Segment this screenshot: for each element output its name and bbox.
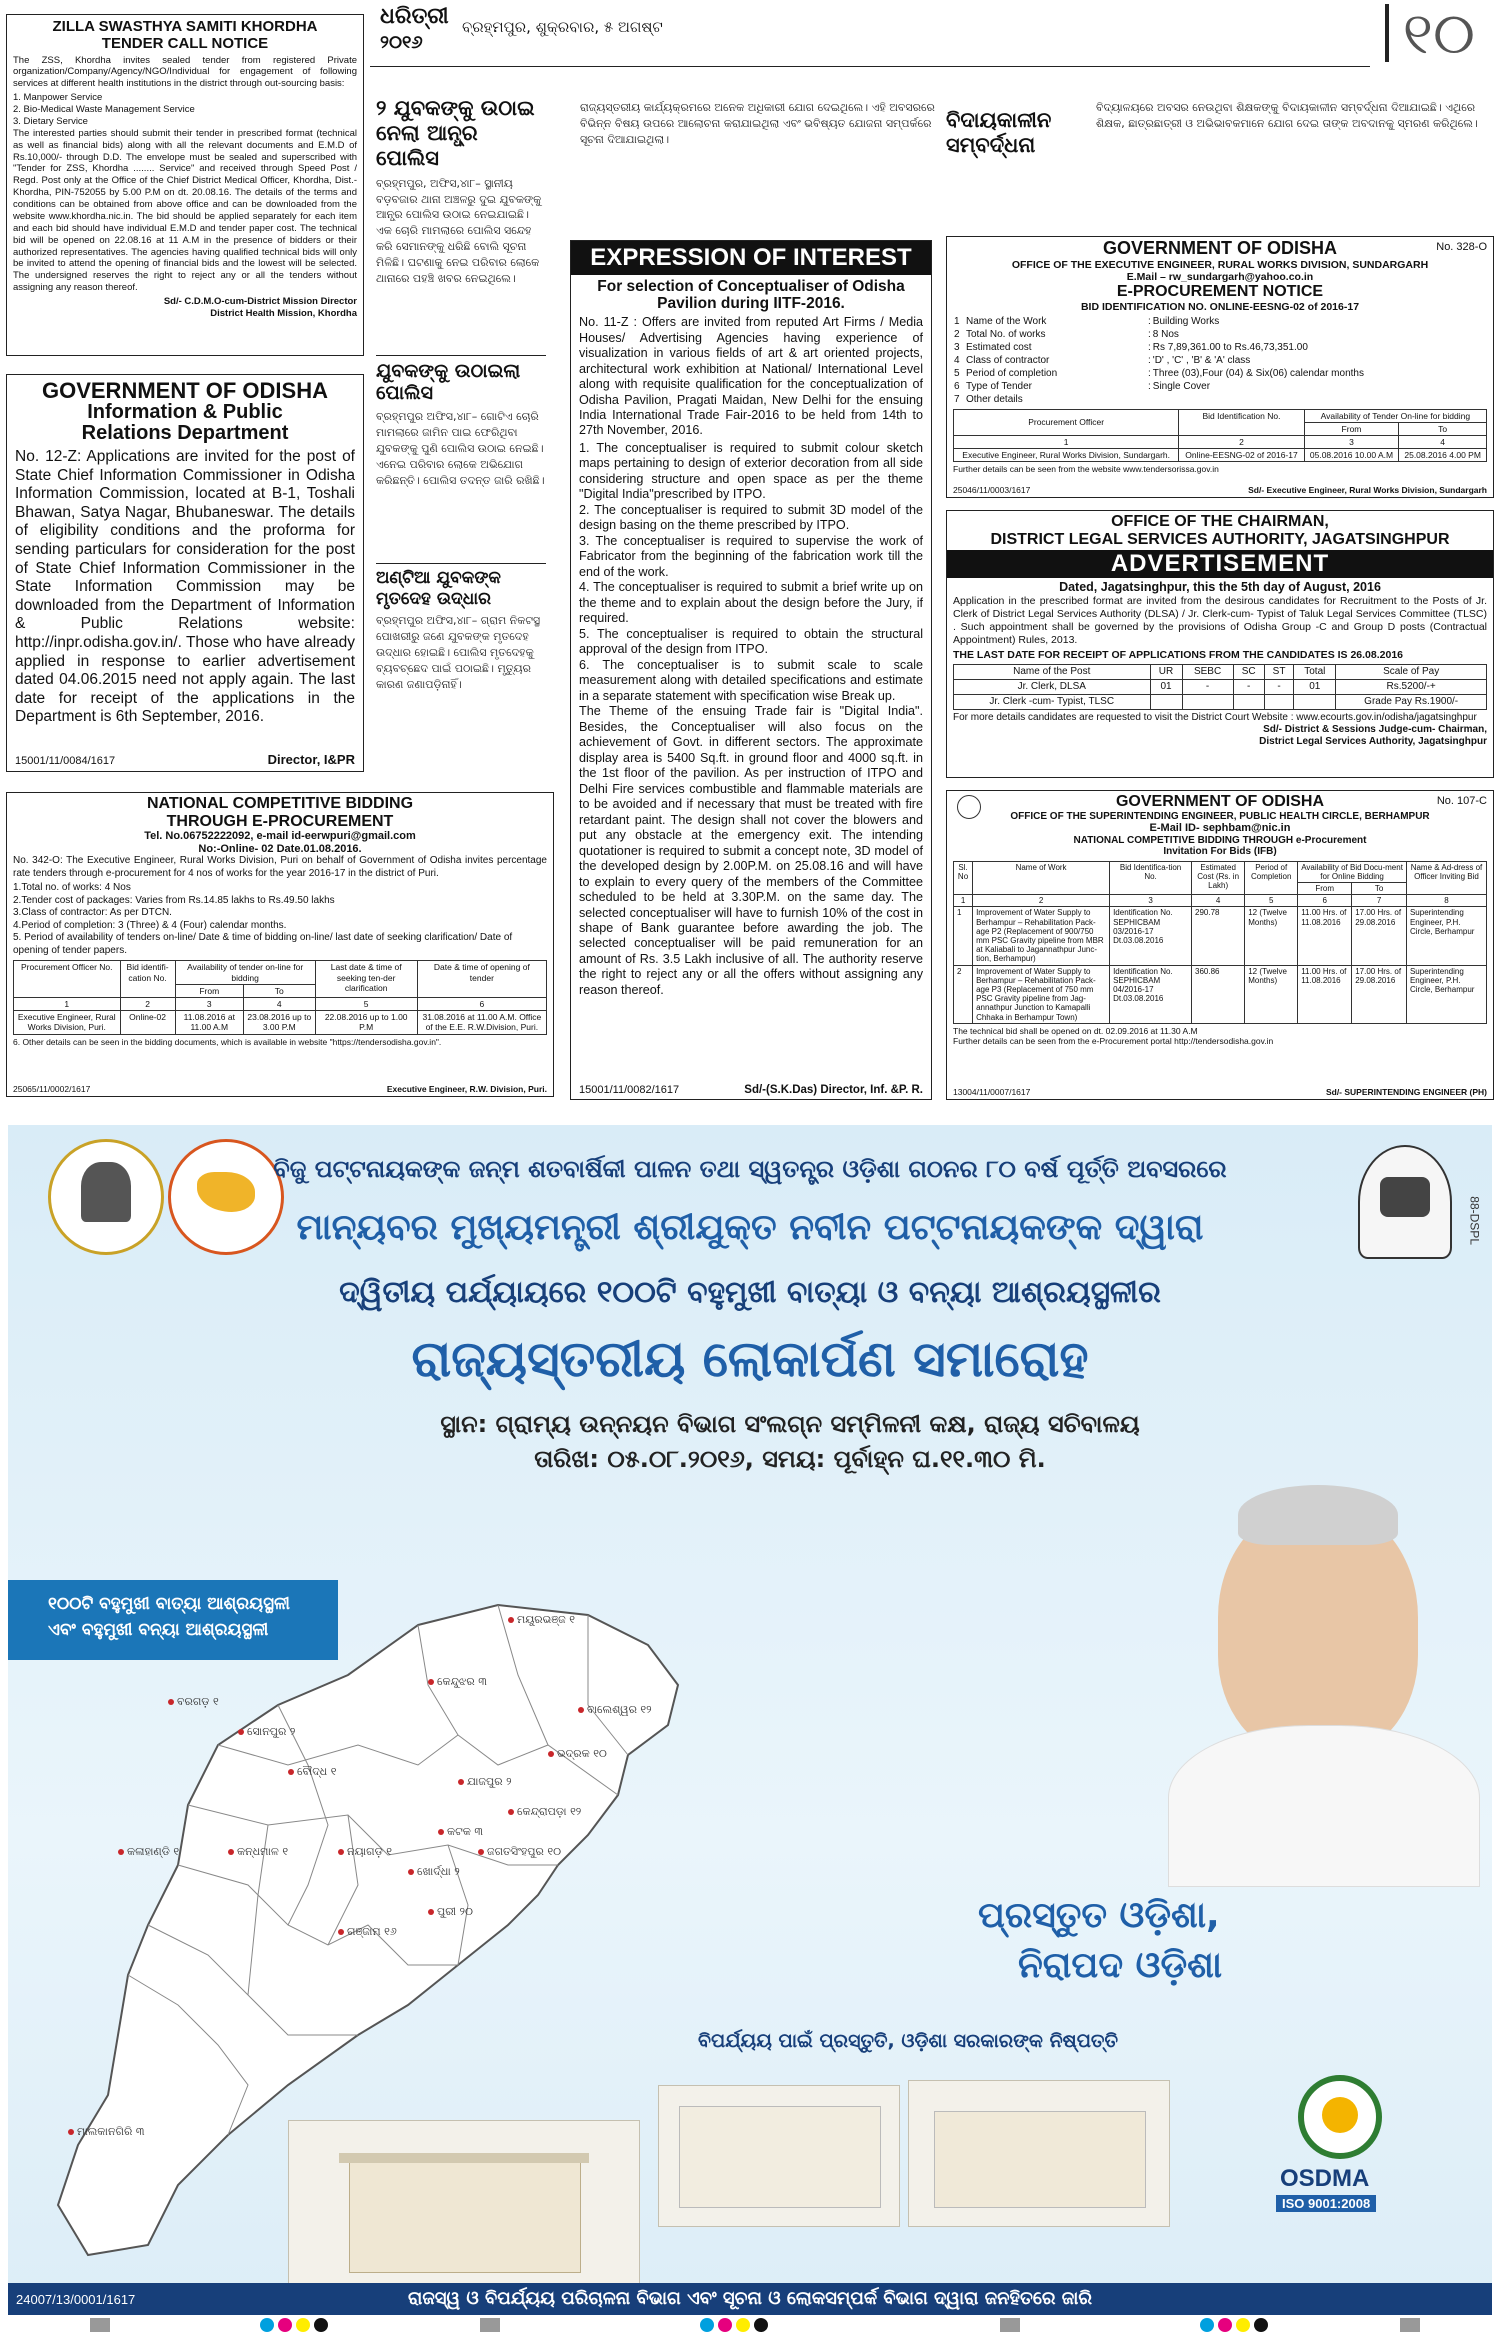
list-item: 1.Total no. of works: 4 Nos (13, 882, 131, 894)
rwd-sundargarh-notice (946, 236, 1494, 498)
list-item: 1. Manpower Service (13, 92, 103, 104)
table-row: 6 Type of Tender : Single Cover (954, 380, 1211, 392)
zss-body: The interested parties should submit their tender in prescribed format (technical as well as financial bids) along with all the relevant documents and E.M.D of Rs.10,000/- through D.D. The envelope must be sealed and superscribed with "Tender for ZSS, Khordha ........ Service" and received through Speed Post / Regd. Post only at the Office of the Chief District Medical Officer, Khordha, Dist.- Khordha, PIN-752055 by 5.00 P.M on dt. 20.08.16. The details of the terms and conditions can be obtained from above office and can be downloaded from the website www.khordha.nic.in. The bid should be applied separately for each item and each bid should have individual E.M.D and tender paper cost. The technical bid will be opened on 22.08.16 at 11 A.M in the presence of bidders or their authorized representatives. The agencies having qualified technical bids will only be invited to attend the opening of financial bids and the lowest will be selected. The undersigned reserves the right to reject any or all the tenders without assigning any reason thereof. (13, 127, 357, 294)
news-headline-2: ନେଲା ଆନ୍ଧ୍ର ପୋଲିସ (376, 121, 478, 171)
rwd-code: 25046/11/0003/1617 (953, 484, 1031, 495)
news-headline: ବିଦାୟକାଳୀନ ସମ୍ବର୍ଦ୍ଧନା (946, 108, 1052, 158)
phe-title: GOVERNMENT OF ODISHA (1115, 793, 1324, 810)
list-item: 1. The conceptualiser is required to submit colour sketch maps pertaining to design of exterior decoration from all side considering structure and open space as per the theme "Digital India"prescribed by ITPO. (579, 440, 923, 502)
ad-tagline: ବିପର୍ଯ୍ୟୟ ପାଇଁ ପ୍ରସ୍ତୁତି, ଓଡ଼ିଶା ସରକାରଙ୍କ ନିଷ୍ପତ୍ତି (698, 2030, 1119, 2052)
zss-intro: The ZSS, Khordha invites sealed tender from registered Private organization/Company/Agency/NGO/Individual for engagement of following services at different health institutions in the district through out-sourcing basis: (13, 54, 357, 90)
phe-tech: The technical bid shall be opened on dt. 02.09.2016 at 11.30 A.M (953, 1025, 1198, 1036)
rwd-notice-title: E-PROCUREMENT NOTICE (1116, 282, 1324, 300)
ad-slogan: ପ୍ରସ୍ତୁତ ଓଡ଼ିଶା, (978, 1895, 1220, 1936)
zss-services (13, 92, 357, 128)
paper-name: ଧରିତ୍ରୀ (380, 4, 449, 29)
list-item: 2. Bio-Medical Waste Management Service (13, 104, 195, 115)
rwd-bid-id: BID IDENTIFICATION NO. ONLINE-EESNG-02 of 2016-17 (1080, 300, 1360, 313)
phe-ncb: NATIONAL COMPETITIVE BIDDING THROUGH e-Procurement (1073, 834, 1367, 846)
list-item: 2.Tender cost of packages: Varies from Rs.14.85 lakhs to Rs.49.50 lakhs (13, 894, 335, 906)
eoi-closing: The Theme of the ensuing Trade fair is "Digital India". Besides, the Conceptualiser will also focus on the achievement of Govt. in different sectors. The approximate display area is 5400 Sq.ft. in ground floor and 4000 sq.ft. in the 1st floor of the pavilion. As per instruction of ITPO and Delhi Fire services combustible and flammable materials are to be avoided and if necessary that must be treated with fire retardant paint. The design shall not cover the blowers and put any obstacle at the emergency exit. The intending quotationer is required to submit a concept note, 3D model of the developed design by 2.00P.M. on 25.08.16 and will have to explain to every query of the members of the Committee scheduled to be held at 3.30P.M. on the same day. The selected conceptualiser will have to furnish 10% of the cost in shape of Bank guarantee before awarding the job. The selected conceptualiser will be paid remuneration for an amount of Rs. 3.5 Lakh inclusive of all. The authority reserve the right to reject any or all the offers without assigning any reason thereof. (579, 704, 923, 997)
district-pin: ଗଞ୍ଜାମ ୧୬ (338, 1925, 397, 1939)
news-text: ବିଦ୍ୟାଳୟରେ ଅବସର ନେଉଥିବା ଶିକ୍ଷକଙ୍କୁ ବିଦାୟକାଳୀନ ସମ୍ବର୍ଦ୍ଧନା ଦିଆଯାଇଛି। ଏଥିରେ ଶିକ୍ଷକ, ଛାତ୍ରଛାତ୍ରୀ ଓ ଅଭିଭାବକମାନେ ଯୋଗ ଦେଇ ତାଙ୍କ ଅବଦାନକୁ ସ୍ମରଣ କରିଥିଲେ। (1096, 101, 1478, 130)
table-row: 1 2 3 4 (954, 435, 1487, 448)
news-column-farewell (946, 100, 1494, 230)
table-row: 4 Class of contractor : 'D' , 'C' , 'B' & 'A' class (954, 354, 1251, 366)
news-text-2: ବ୍ରହ୍ମପୁର ଅଫିସ,୪ା୮– ଗୋଟିଏ ଚୋରି ମାମଲାରେ ଜାମିନ ପାଇ ଫେରିଥିବା ଯୁବକଙ୍କୁ ପୁଣି ପୋଲିସ ଉଠାଇ ନେଇଛି। ଏନେଇ ପରିବାର ଲୋକେ ଅଭିଯୋଗ କରିଛନ୍ତି। ପୋଲିସ ତଦନ୍ତ ଜାରି ରଖିଛି। (376, 410, 545, 487)
dlsa-sign: Sd/- District & Sessions Judge-cum- Chairman, (1263, 724, 1487, 736)
zss-title: ZILLA SWASTHYA SAMITI KHORDHA (52, 18, 318, 35)
eoi-code: 15001/11/0082/1617 (579, 1084, 680, 1096)
dlsa-title: OFFICE OF THE CHAIRMAN, (1111, 513, 1329, 530)
district-pin: ନୟାଗଡ଼ ୧ (338, 1845, 392, 1859)
district-pin: ଖୋର୍ଦ୍ଧା ୨ (408, 1865, 460, 1879)
news-subheadline: ଯୁବକଙ୍କୁ ଉଠାଇଲା ପୋଲିସ (376, 359, 521, 405)
news-column-event (580, 100, 940, 235)
eoi-subtitle: For selection of Conceptualiser of Odisha Pavilion during IITF-2016. (597, 278, 905, 313)
ncb-sign: Executive Engineer, R.W. Division, Puri. (386, 1083, 547, 1094)
shelter-photo (908, 2080, 1170, 2227)
dlsa-advertisement (946, 510, 1494, 778)
iso-badge: ISO 9001:2008 (1276, 2195, 1376, 2212)
list-item: 5. Period of availability of tenders on-line/ Date & time of bidding on-line/ last date of seeking clarification/ Date of opening of tender papers. (13, 932, 513, 956)
table-row: 5 Period of completion : Three (03),Four (04) & Six(06) calendar months (954, 367, 1364, 379)
phe-ifb: Invitation For Bids (IFB) (1163, 846, 1277, 858)
rwd-table (953, 409, 1487, 463)
table-row: 2 Total No. of works : 8 Nos (954, 328, 1179, 340)
eoi-notice (570, 240, 932, 1100)
dateline: ବ୍ରହ୍ମପୁର, ଶୁକ୍ରବାର, ୫ ଅଗଷ୍ଟ (462, 18, 663, 36)
dlsa-banner: ADVERTISEMENT (947, 550, 1493, 578)
dlsa-last-date: THE LAST DATE FOR RECEIPT OF APPLICATIONS FROM THE CANDIDATES IS 26.08.2016 (953, 649, 1403, 662)
district-pin: କଟକ ୩ (438, 1825, 483, 1839)
dlsa-table (953, 664, 1487, 710)
district-pin: ଭଦ୍ରକ ୧୦ (548, 1747, 607, 1761)
list-item: 3.Class of contractor: As per DTCN. (13, 907, 172, 919)
ad-line-3: ଦ୍ୱିତୀୟ ପର୍ଯ୍ୟାୟରେ ୧୦୦ଟି ବହୁମୁଖୀ ବାତ୍ୟା ଓ ବନ୍ୟା ଆଶ୍ରୟସ୍ଥଳୀର (339, 1275, 1161, 1310)
table-row: Sl. No Name of Work Bid Identifica-tion No. Estimated Cost (Rs. in Lakh) Period of Completion Availability of Bid Docu-ment for Online Bidding Name & Ad-dress of Officer Inviting Bid (954, 861, 1487, 882)
ad-side-code: 88-DSPL (1468, 1196, 1482, 1245)
phe-no: No. 107-C (1436, 795, 1487, 807)
list-item: 4.Period of completion: 3 (Three) & 4 (Four) calendar months. (13, 919, 287, 931)
district-pin: ମାଲକାନଗିରି ୩ (68, 2125, 144, 2139)
eoi-intro: No. 11-Z : Offers are invited from reputed Art Firms / Media Houses/ Advertising Agencies having experience of visualization in various fields of art & art oriented projects, architectural work exhibition at National/ International Level along with requisite qualification for the conceptualization of Odisha Pavilion, Pragati Maidan, New Delhi for the ensuing India International Trade Fair-2016 to be held from 14th to 27th November, 2016. (579, 315, 923, 438)
dlsa-more: For more details candidates are requested to visit the District Court Website : www.ecourts.gov.in/odisha/jagatsinghpur (953, 712, 1477, 724)
ad-footer: ରାଜସ୍ୱ ଓ ବିପର୍ଯ୍ୟୟ ପରିଚାଳନା ବିଭାଗ ଏବଂ ସୂଚନା ଓ ଲୋକସମ୍ପର୍କ ବିଭାଗ ଦ୍ୱାରା ଜନହିତରେ ଜାରି (408, 2288, 1092, 2309)
district-pin: କଳାହାଣ୍ଡି ୧ (118, 1845, 179, 1859)
ncb-intro: No. 342-O: The Executive Engineer, Rural Works Division, Puri on behalf of Government of Odisha invites percentage rate tenders through e-procurement for 4 nos of works for the year 2016-17 in the district of Puri. (13, 855, 547, 879)
ribbon-line: ଏବଂ ବହୁମୁଖୀ ବନ୍ୟା ଆଶ୍ରୟସ୍ଥଳୀ (48, 1619, 269, 1640)
phe-office: OFFICE OF THE SUPERINTENDING ENGINEER, PUBLIC HEALTH CIRCLE, BERHAMPUR (1010, 810, 1430, 822)
phe-email: E-Mail ID- sephbam@nic.in (1149, 822, 1291, 835)
district-pin: ଯାଜପୁର ୨ (458, 1775, 512, 1789)
rwd-no: No. 328-O (1436, 241, 1487, 253)
rwd-office: OFFICE OF THE EXECUTIVE ENGINEER, RURAL WORKS DIVISION, SUNDARGARH (1011, 258, 1429, 271)
ncb-title: NATIONAL COMPETITIVE BIDDING (146, 795, 414, 812)
ad-line-1: ବିଜୁ ପଟ୍ଟନାୟକଙ୍କ ଜନ୍ମ ଶତବାର୍ଷିକୀ ପାଳନ ତଥା ସ୍ୱତନ୍ତ୍ର ଓଡ଼ିଶା ଗଠନର ୮୦ ବର୍ଷ ପୂର୍ତ୍ତି ଅବସରରେ (273, 1155, 1227, 1183)
district-pin: ବାଲେଶ୍ୱର ୧୨ (578, 1703, 652, 1717)
table-row: 1 Improvement of Water Supply to Berhampur – Rehabilitation Pack-age P2 (Replacement of 900/750 mm PSC Gravity pipeline from MBR at Kaliabali to Jagannathpur Junc-tion, Berhampur) Identification No. SEPHICBAM 03/2016-17 Dt.03.08.2016 290.78 12 (Twelve Months) 11.00 Hrs. of 11.08.2016 17.00 Hrs. of 29.08.2016 Superintending Engineer, P.H. Circle, Berhampur (954, 907, 1487, 965)
phe-code: 13004/11/0007/1617 (953, 1086, 1031, 1097)
list-item: 3. The conceptualiser is required to supervise the work of Fabricator from the beginning of the fabrication work till the end of the work. (579, 533, 923, 579)
ncb-title-2: THROUGH E-PROCUREMENT (166, 812, 394, 830)
ad-datetime: ତାରିଖ: ୦୫.୦୮.୨୦୧୬, ସମୟ: ପୂର୍ବାହ୍ନ ଘ.୧୧.୩୦ ମି. (534, 1445, 1046, 1473)
news-headline: ୨ ଯୁବକଙ୍କୁ ଉଠାଇ (376, 96, 535, 120)
ipr-dept-2: Relations Department (81, 422, 289, 445)
news-subheadline-2: ଅଣ୍ଟିଆ ଯୁବକଙ୍କ ମୃତଦେହ ଉଦ୍ଧାର (376, 568, 501, 609)
zss-sign: Sd/- C.D.M.O-cum-District Mission Director (163, 296, 357, 307)
ncb-points (13, 882, 547, 957)
emblem-icon (957, 795, 981, 819)
district-pin: ପୁରୀ ୨୦ (428, 1905, 473, 1919)
rwd-further: Further details can be seen from the website www.tendersorissa.gov.in (953, 464, 1219, 475)
district-pin: କେନ୍ଦ୍ରାପଡ଼ା ୧୨ (508, 1805, 581, 1819)
district-pin: ବୌଦ୍ଧ ୧ (288, 1765, 336, 1779)
table-row: Procurement Officer Bid Identification No. Availability of Tender On-line for bidding (954, 409, 1487, 422)
district-pin: ଜଗତସିଂହପୁର ୧୦ (478, 1845, 561, 1859)
table-row: Jr. Clerk -cum- Typist, TLSC Grade Pay Rs.1900/- (954, 695, 1487, 710)
district-pin: କନ୍ଧମାଳ ୧ (228, 1845, 288, 1859)
government-display-ad (8, 1125, 1492, 2315)
table-row: 1 2 3 4 5 6 (14, 998, 547, 1011)
ad-slogan-2: ନିରାପଦ ଓଡ଼ିଶା (1018, 1945, 1223, 1986)
ad-line-2: ମାନ୍ୟବର ମୁଖ୍ୟମନ୍ତ୍ରୀ ଶ୍ରୀଯୁକ୍ତ ନବୀନ ପଟ୍ଟନାୟକଙ୍କ ଦ୍ୱାରା (296, 1207, 1204, 1248)
ipr-sign: Director, I&PR (267, 752, 355, 767)
list-item: 4. The conceptualiser is required to submit a brief write up on the theme and to explain about the design before the Jury, if required. (579, 580, 923, 626)
ipr-dept-1: Information & Public (87, 401, 283, 424)
ipr-title: GOVERNMENT OF ODISHA (41, 378, 328, 403)
dlsa-dated: Dated, Jagatsinghpur, this the 5th day of August, 2016 (1059, 580, 1381, 595)
district-pin: ବରଗଡ଼ ୧ (168, 1695, 219, 1709)
paper-year: ୨୦୧୬ (380, 32, 423, 53)
district-pin: ସୋନପୁର ୨ (238, 1725, 295, 1739)
news-column-police (372, 96, 550, 772)
list-item: 6. The conceptualiser is to submit scale to scale measurement along with detailed specifications and estimate in a separate statement with specification wise Break up. (579, 657, 923, 703)
table-row: 2 Improvement of Water Supply to Berhampur – Rehabilitation Pack-age P3 (Replacement of 750 mm PSC Gravity pipeline from Jag-annathpur Junction to Kamapalli Chhaka in Berhampur Town) Identification No. SEPHICBAM 04/2016-17 Dt.03.08.2016 360.86 12 (Twelve Months) 11.00 Hrs. of 11.08.2016 17.00 Hrs. of 29.08.2016 Superintending Engineer, P.H. Circle, Berhampur (954, 965, 1487, 1023)
page-number: ୧୦ (1385, 4, 1475, 62)
table-row: Name of the Post UR SEBC SC ST Total Scale of Pay (954, 665, 1487, 680)
osdma-text: OSDMA (1280, 2165, 1370, 2192)
rwd-sign: Sd/- Executive Engineer, Rural Works Division, Sundargarh (1248, 484, 1487, 495)
ad-venue: ସ୍ଥାନ: ଗ୍ରାମ୍ୟ ଉନ୍ନୟନ ବିଭାଗ ସଂଲଗ୍ନ ସମ୍ମିଳନୀ କକ୍ଷ, ରାଜ୍ୟ ସଚିବାଳୟ (440, 1410, 1140, 1438)
phe-berhampur-notice (946, 790, 1494, 1100)
rwd-items (953, 315, 1365, 406)
ncb-no: No:-Online- 02 Date.01.08.2016. (198, 842, 362, 855)
ad-line-4: ରାଜ୍ୟସ୍ତରୀୟ ଲୋକାର୍ପଣ ସମାରୋହ (411, 1330, 1089, 1388)
masthead (370, 4, 1495, 92)
zss-subtitle: TENDER CALL NOTICE (101, 35, 269, 53)
table-row: Executive Engineer, Rural Works Division, Puri. Online-02 11.08.2016 at 11.00 A.M 23.08.2016 up to 3.00 P.M 22.08.2016 up to 1.00 P.M 31.08.2016 at 11.00 A.M. Office of the E.E. R.W.Division, Puri. (14, 1011, 547, 1034)
table-row: 7 Other details (954, 393, 1023, 405)
chief-minister-portrait (1148, 1485, 1492, 1885)
shelter-photo (288, 2120, 640, 2292)
eoi-points (579, 441, 923, 704)
phe-further: Further details can be seen from the e-Procurement portal http://tendersodisha.gov.in (953, 1035, 1274, 1046)
ad-code: 24007/13/0001/1617 (16, 2292, 136, 2307)
table-row: From To (954, 422, 1487, 435)
ncb-code: 25065/11/0002/1617 (13, 1083, 91, 1094)
rwd-title: GOVERNMENT OF ODISHA (1102, 238, 1337, 258)
table-row: 1 Name of the Work : Building Works (954, 315, 1220, 327)
table-row: Procurement Officer No. Bid identifi-cation No. Availability of tender on-line for bidding Last date & time of seeking ten-der clarification Date & time of opening of tender (14, 961, 547, 984)
list-item: 5. The conceptualiser is required to obtain the structural approval of the design from ITPO. (579, 626, 923, 657)
news-text: ବ୍ରହ୍ମପୁର, ଅଫିସ,୪ା୮– ସ୍ଥାନୀୟ ବଡ଼ବଜାର ଥାନା ଅଞ୍ଚଳରୁ ଦୁଇ ଯୁବକଙ୍କୁ ଆନ୍ଧ୍ର ପୋଲିସ ଉଠାଇ ନେଇଯାଇଛି। ଏକ ଚୋରି ମାମଲାରେ ପୋଲିସ ସନ୍ଦେହ କରି ସେମାନଙ୍କୁ ଧରିଛି ବୋଲି ସୂଚନା ମିଳିଛି। ଘଟଣାକୁ ନେଇ ପରିବାର ଲୋକେ ଥାନାରେ ପହଞ୍ଚି ଖବର ନେଇଥିଲେ। (376, 176, 542, 286)
rwd-email: E.Mail – rw_sundargarh@yahoo.co.in (1126, 270, 1314, 283)
dlsa-title-2: DISTRICT LEGAL SERVICES AUTHORITY, JAGATSINGHPUR (990, 530, 1450, 548)
table-row: Executive Engineer, Rural Works Division, Sundargarh. Online-EESNG-02 of 2016-17 05.08.2016 10.00 A.M 25.08.2016 4.00 PM (954, 449, 1487, 462)
list-item: 2. The conceptualiser is required to submit 3D model of the design basing on the theme prescribed by ITPO. (579, 502, 923, 533)
ipr-code: 15001/11/0084/1617 (15, 755, 116, 767)
dlsa-sign-2: District Legal Services Authority, Jagatsinghpur (1259, 736, 1487, 748)
district-pin: ମୟୂରଭଞ୍ଜ ୧ (508, 1613, 575, 1627)
ipr-body: No. 12-Z: Applications are invited for the post of State Chief Information Commissioner in Odisha Information Commission, located at B-1, Toshali Bhawan, Satya Nagar, Bhubaneswar. The details of eligibility conditions and the proforma for sending particulars for consideration for the post of State Chief Information Commissioner in the State Information Commission may be downloaded from the Department of Information & Public Relations website: http://inpr.odisha.gov.in/. Those who have already applied in response to earlier advertisement dated 04.06.2015 need not apply again. The last date for receipt of the applications in the Department is 6th September, 2016. (15, 448, 355, 726)
shelter-photo (658, 2085, 900, 2227)
ncb-table (13, 960, 547, 1034)
phe-table (953, 861, 1487, 1024)
zss-sign-2: District Health Mission, Khordha (210, 307, 357, 319)
zss-tender-notice (6, 14, 364, 356)
table-row: 1 2 3 4 5 6 7 8 (954, 895, 1487, 907)
table-row: Jr. Clerk, DLSA 01 - - - 01 Rs.5200/-+ (954, 680, 1487, 695)
ipr-notice (6, 374, 364, 772)
district-pin: କେନ୍ଦୁଝର ୩ (428, 1675, 487, 1689)
table-row: From To (14, 984, 547, 997)
eoi-title: EXPRESSION OF INTEREST (571, 241, 931, 275)
dlsa-body: Application in the prescribed format are invited from the desirous candidates for Recruitment to the Posts of Jr. Clerk of District Legal Services Authority (DLSA) / Jr. Clerk-cum- Typist of Taluk Legal Services Committee (TLSC) . Such appointment shall be governed by the provisions of Odisha Group -C and Group D posts (Contractual Appointment) Rules, 2013. (953, 594, 1487, 646)
table-row: From To (954, 883, 1487, 895)
table-row: 3 Estimated cost : Rs 7,89,361.00 to Rs.46,73,351.00 (954, 341, 1308, 353)
eoi-sign: Sd/-(S.K.Das) Director, Inf. &P. R. (744, 1084, 923, 1096)
phe-sign: Sd/- SUPERINTENDING ENGINEER (PH) (1325, 1086, 1487, 1097)
ncb-other: 6. Other details can be seen in the bidding documents, which is available in website "https://tendersodisha.gov.in". (13, 1036, 442, 1047)
list-item: 3. Dietary Service (13, 115, 88, 127)
ribbon-line: ୧୦୦ଟି ବହୁମୁଖୀ ବାତ୍ୟା ଆଶ୍ରୟସ୍ଥଳୀ (48, 1594, 290, 1614)
ncb-contact: Tel. No.06752222092, e-mail id-eerwpuri@gmail.com (144, 830, 416, 843)
news-text-3: ବ୍ରହ୍ମପୁର ଅଫିସ,୪ା୮– ଗ୍ରାମ ନିକଟସ୍ଥ ପୋଖରୀରୁ ଜଣେ ଯୁବକଙ୍କ ମୃତଦେହ ଉଦ୍ଧାର ହୋଇଛି। ପୋଲିସ ମୃତଦେହକୁ ବ୍ୟବଚ୍ଛେଦ ପାଇଁ ପଠାଇଛି। ମୃତ୍ୟୁର କାରଣ ଜଣାପଡ଼ିନାହିଁ। (376, 613, 541, 691)
osdma-logo-icon (1298, 2075, 1382, 2159)
news-text: ରାଜ୍ୟସ୍ତରୀୟ କାର୍ଯ୍ୟକ୍ରମରେ ଅନେକ ଅଧିକାରୀ ଯୋଗ ଦେଇଥିଲେ। ଏହି ଅବସରରେ ବିଭିନ୍ନ ବିଷୟ ଉପରେ ଆଲୋଚନା କରାଯାଇଥିଲା ଏବଂ ଭବିଷ୍ୟତ ଯୋଜନା ସମ୍ପର୍କରେ ସୂଚନା ଦିଆଯାଇଥିଲା। (580, 101, 935, 146)
ncb-puri-notice (6, 792, 554, 1097)
